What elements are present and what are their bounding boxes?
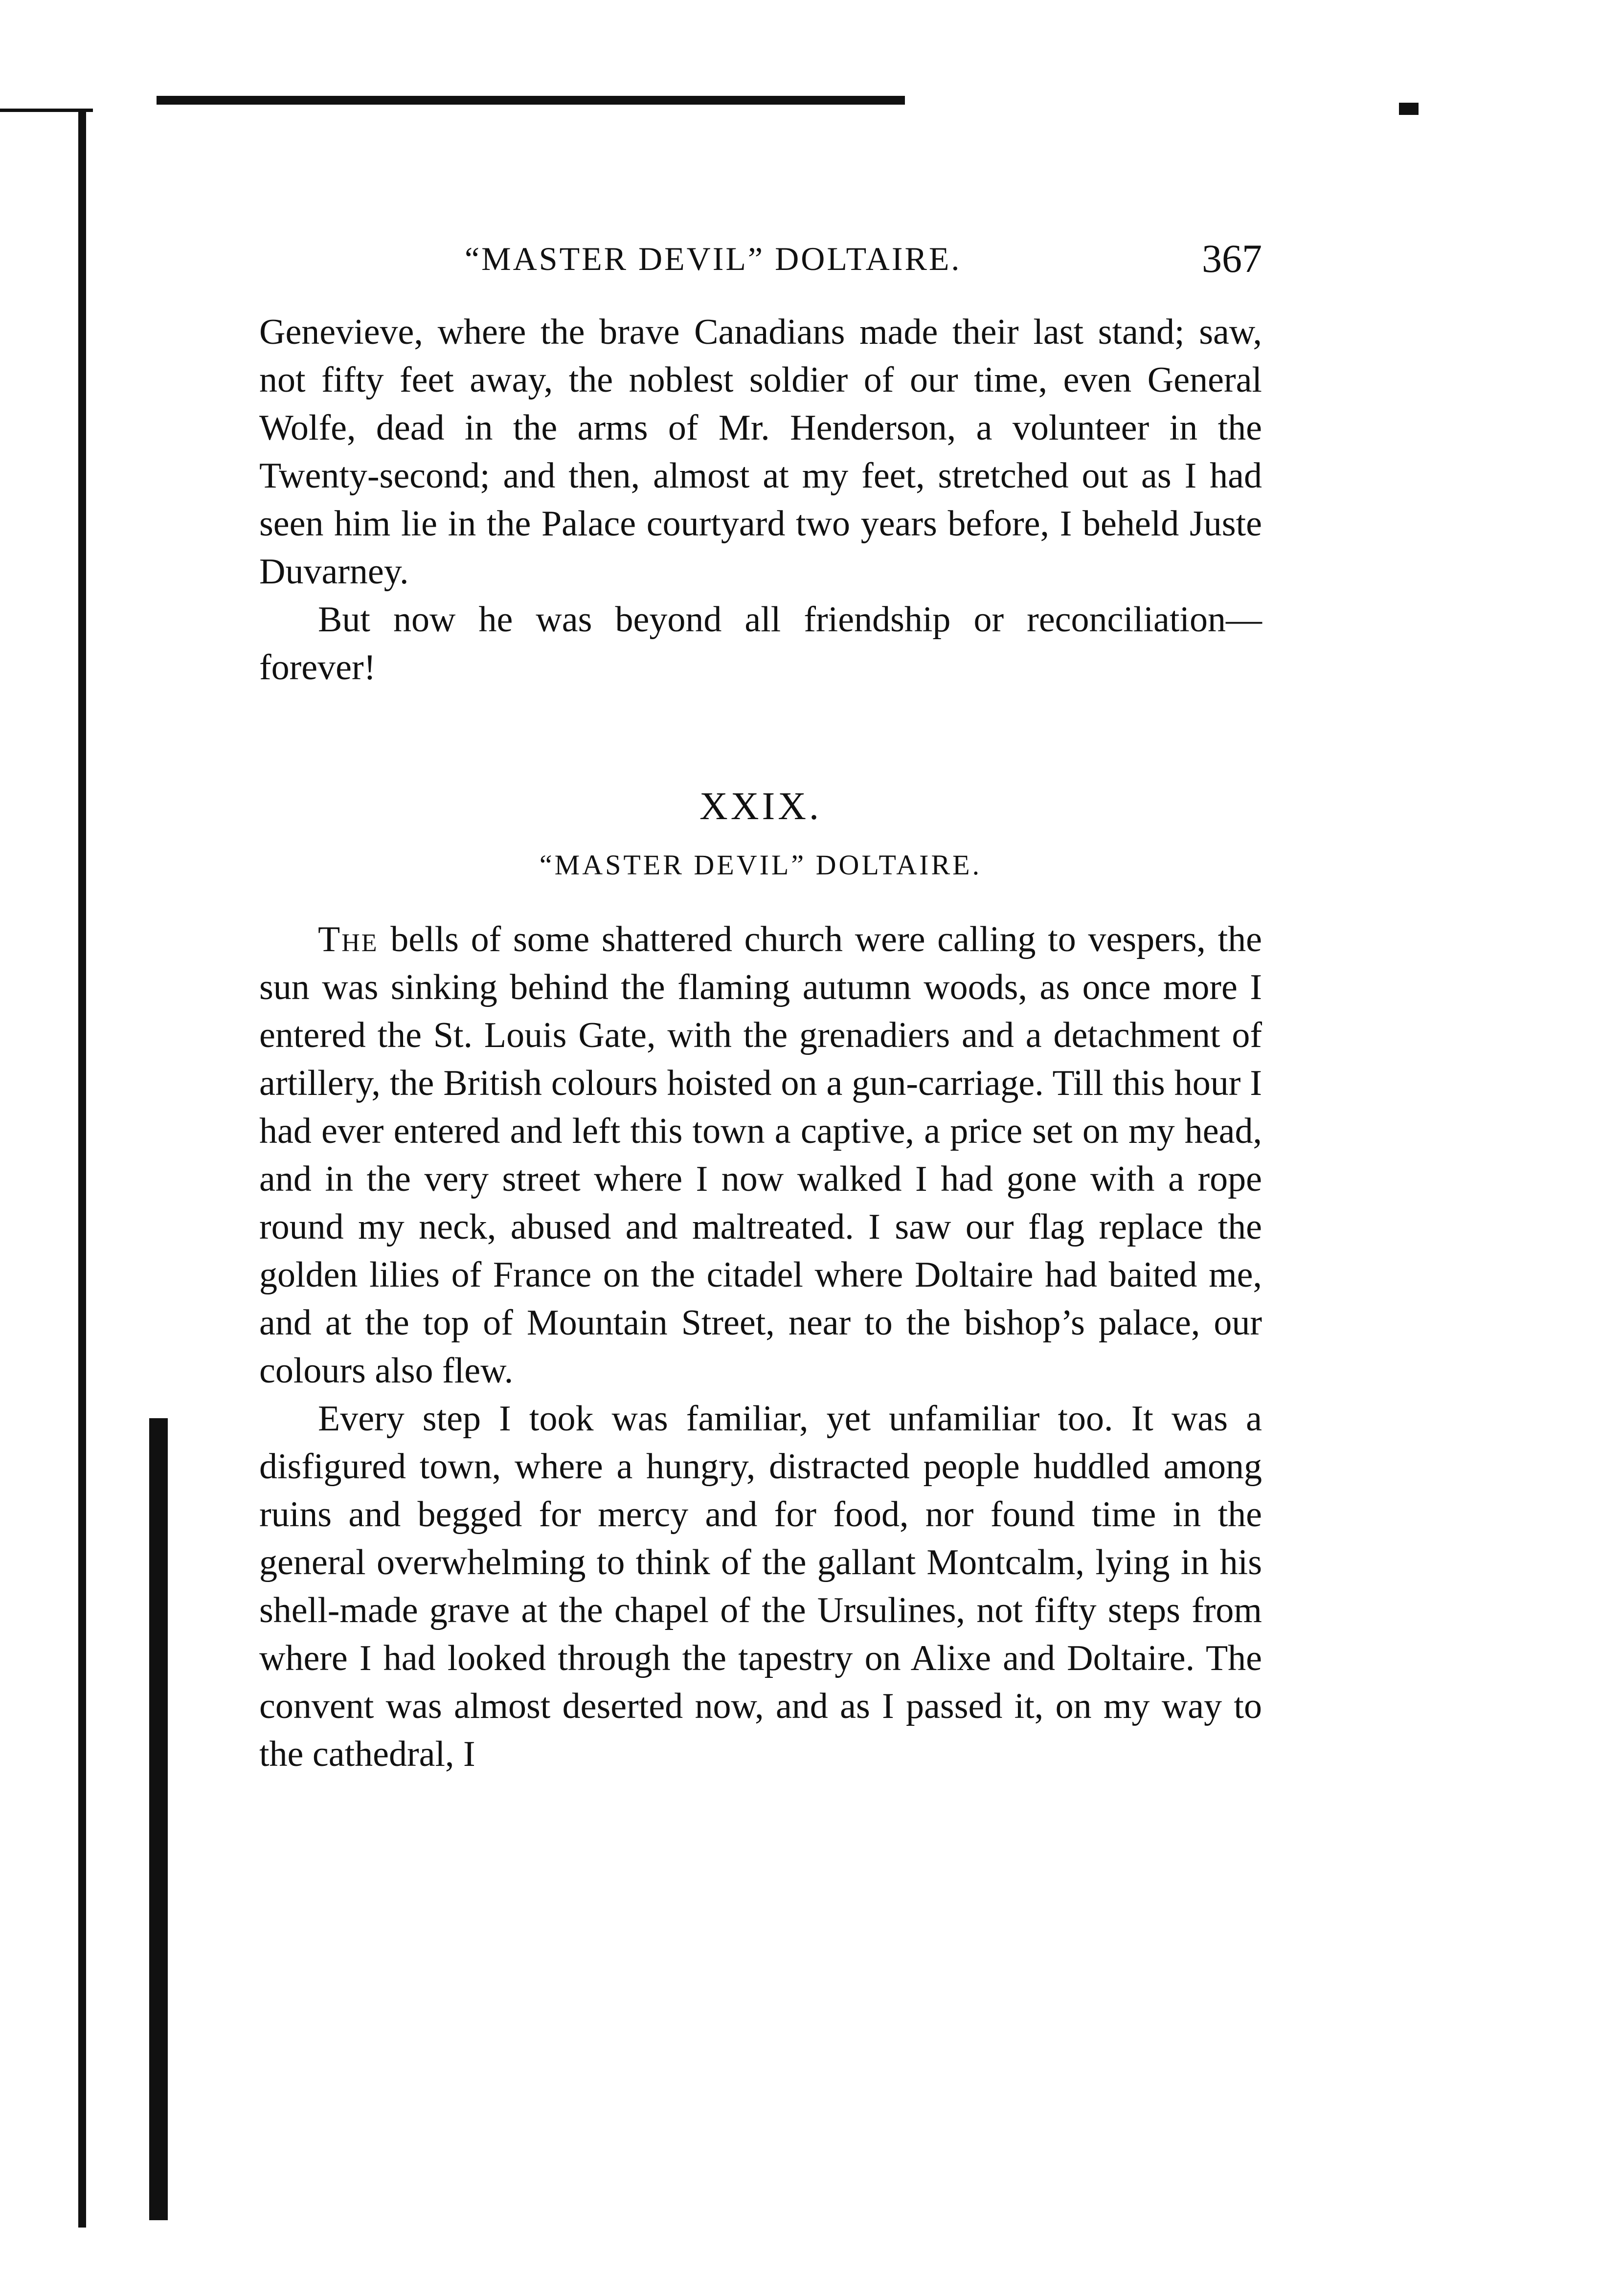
paragraph-lead-word: The [318, 919, 379, 959]
binding-shadow-line-lower [149, 1418, 168, 2220]
running-title: “MASTER DEVIL” DOLTAIRE. [465, 240, 962, 277]
corner-scan-mark [1399, 103, 1419, 115]
paragraph-forever: But now he was beyond all friendship or reconciliation—forever! [259, 600, 1262, 688]
book-page [259, 236, 1262, 1778]
chapter-number: XXIX. [699, 785, 822, 828]
binding-shadow-line [78, 110, 86, 2228]
paragraph-continued: Genevieve, where the brave Canadians made their last stand; saw, not fifty feet away, the noblest soldier of our time, even General Wolfe, dead in the arms of Mr. Henderson, a volunteer in the Twenty-second; and then, almost at my feet, stretched out as I had seen him lie in the Palace courtyard two years before, I beheld Juste Duvarney. [259, 312, 1262, 592]
paragraph-every-step: Every step I took was familiar, yet unfamiliar too. It was a disfigured town, where a hungry, distracted people huddled among ruins and begged for mercy and for food, nor found time in the general overwhelming to think of the gallant Montcalm, lying in his shell-made grave at the chapel of the Ursulines, not fifty steps from where I had looked through the tapestry on Alixe and Doltaire. The convent was almost deserted now, and as I passed it, on my way to the cathedral, I [259, 1399, 1262, 1774]
page-number: 367 [1202, 236, 1262, 281]
paragraph-bells [259, 915, 1262, 1395]
paragraph-bells-text: bells of some shattered church were calling to vespers, the sun was sinking behind the flaming autumn woods, as once more I entered the St. Louis Gate, with the grenadiers and a detachment of artillery, the British colours hoisted on a gun-carriage. Till this hour I had ever entered and left this town a captive, a price set on my head, and in the very street where I now walked I had gone with a rope round my neck, abused and maltreated. I saw our flag replace the golden lilies of France on the citadel where Doltaire had baited me, and at the top of Mountain Street, near to the bishop’s palace, our colours also flew. [259, 919, 1262, 1391]
running-head [259, 236, 1262, 298]
chapter-title: “MASTER DEVIL” DOLTAIRE. [539, 849, 982, 881]
top-edge-rule [157, 96, 905, 105]
